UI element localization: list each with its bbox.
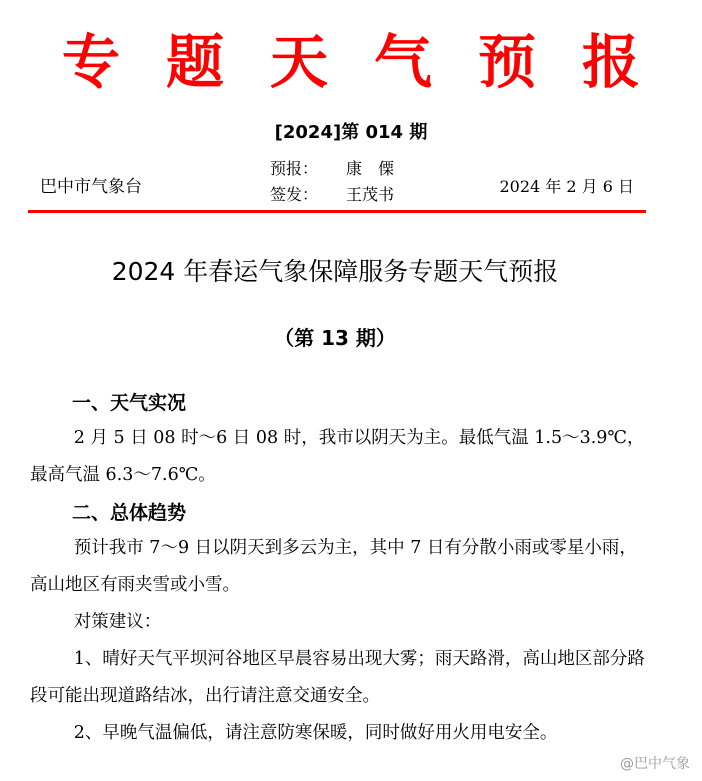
issuing-bureau: 巴中市气象台	[40, 177, 142, 197]
masthead-char: 天	[269, 28, 328, 96]
advice-item: 2、早晚气温偏低，请注意防寒保暖，同时做好用火用电安全。	[73, 723, 558, 743]
masthead-char: 气	[374, 28, 433, 96]
advice-label: 对策建议：	[73, 612, 162, 632]
section1-heading: 一、天气实况	[72, 392, 187, 414]
forecaster-name: 康 傈	[346, 159, 395, 178]
approver-label: 签发：	[270, 185, 319, 204]
approver-name: 王茂书	[346, 185, 395, 204]
header-divider	[28, 210, 646, 213]
staff-block	[270, 156, 394, 208]
masthead-title	[0, 22, 702, 102]
document-subtitle: （第 13 期）	[274, 326, 396, 350]
advice-item: 1、晴好天气平坝河谷地区早晨容易出现大雾；雨天路滑，高山地区部分路段可能出现道路结冰，出行请注意交通安全。	[30, 649, 645, 706]
section2-text: 预计我市 7～9 日以阴天到多云为主，其中 7 日有分散小雨或零星小雨，高山地区有雨夹雪或小雪。	[30, 538, 637, 595]
section1-text: 2 月 5 日 08 时～6 日 08 时，我市以阴天为主。最低气温 1.5～3.9℃，最高气温 6.3～7.6℃。	[30, 428, 645, 485]
approver-row	[270, 182, 394, 208]
masthead-char: 报	[582, 28, 641, 96]
forecaster-label: 预报：	[270, 159, 319, 178]
masthead-char: 预	[478, 28, 537, 96]
masthead-char: 专	[61, 28, 120, 96]
issue-number: [2024]第 014 期	[274, 122, 428, 143]
masthead-char: 题	[165, 28, 224, 96]
watermark: @巴中气象	[620, 756, 690, 772]
document-title: 2024 年春运气象保障服务专题天气预报	[111, 257, 559, 286]
issue-date: 2024 年 2 月 6 日	[499, 177, 634, 196]
forecaster-row	[270, 156, 394, 182]
section2-heading: 二、总体趋势	[72, 502, 187, 524]
